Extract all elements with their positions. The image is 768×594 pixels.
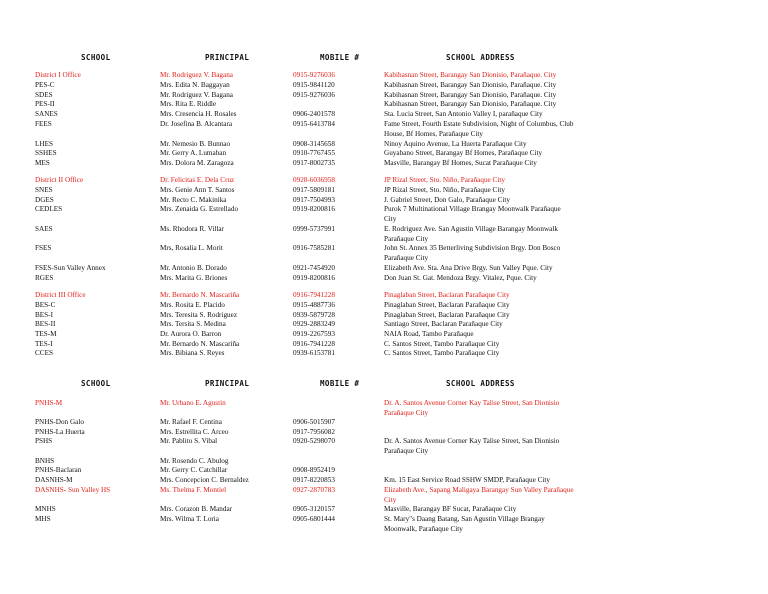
cell-address: Pinaglaban Street, Baclaran Parañaque City — [384, 291, 510, 299]
header-address-2: SCHOOL ADDRESS — [446, 379, 515, 388]
cell-address: Masville, Barangay Bf Homes, Sucat Parañaque City — [384, 159, 537, 167]
cell-principal: Mrs. Teresita S. Rodriguez — [160, 311, 238, 319]
cell-address: Fame Street, Fourth Estate Subdivision, Night of Columbus, Club House, Bf Homes, Parañaque City — [384, 120, 574, 138]
cell-principal: Mr. Nemesio B. Bunnao — [160, 140, 231, 148]
cell-address: Kabihasnan Street, Barangay San Dionisio, Parañaque. City — [384, 71, 557, 79]
cell-school: MES — [35, 159, 50, 167]
cell-address: Pinaglaban Street, Baclaran Parañaque City — [384, 311, 510, 319]
cell-principal: Mr. Antonio B. Dorado — [160, 264, 227, 272]
cell-principal: Mrs. Zenaida G. Estrellado — [160, 205, 239, 213]
cell-mobile: 0905-3120157 — [293, 505, 335, 513]
cell-mobile: 0917-5809181 — [293, 186, 335, 194]
cell-mobile: 0906-5015907 — [293, 418, 335, 426]
cell-school: PNHS-La Huerta — [35, 428, 85, 436]
cell-mobile: 0939-6153781 — [293, 349, 335, 357]
cell-school: SANES — [35, 110, 58, 118]
header-address: SCHOOL ADDRESS — [446, 53, 515, 62]
cell-school: DGES — [35, 196, 54, 204]
cell-mobile: 0915-9841120 — [293, 81, 335, 89]
cell-mobile: 0905-6801444 — [293, 515, 335, 523]
cell-principal: Mrs. Rosita E. Placido — [160, 301, 225, 309]
header-principal: PRINCIPAL — [205, 53, 250, 62]
cell-school: PES-C — [35, 81, 55, 89]
cell-mobile: 0910-7767455 — [293, 149, 335, 157]
cell-mobile: 0917-7504993 — [293, 196, 335, 204]
cell-principal: Mrs. Marita G. Briones — [160, 274, 228, 282]
cell-address: C. Santos Street, Tambo Parañaque City — [384, 349, 500, 357]
cell-principal: Dr. Aurora O. Barron — [160, 330, 222, 338]
cell-address: St. Mary"s Daang Batang, San Agustin Village Brangay Moonwalk, Parañaque City — [384, 515, 545, 533]
cell-school: SDES — [35, 91, 53, 99]
cell-address: Guyabano Street, Barangay Bf Homes, Parañaque City — [384, 149, 543, 157]
cell-principal: Mr. Bernardo N. Mascariña — [160, 340, 240, 348]
cell-mobile: 0917-8220853 — [293, 476, 335, 484]
header-mobile: MOBILE # — [320, 53, 360, 62]
cell-principal: Mrs. Tersita S. Medina — [160, 320, 226, 328]
header-school: SCHOOL — [81, 53, 111, 62]
cell-mobile: 0915-9276036 — [293, 91, 335, 99]
cell-principal: Dr. Josefina B. Alcantara — [160, 120, 233, 128]
cell-principal: Ms. Thelma F. Montiel — [160, 486, 227, 494]
cell-principal: Mr. Rodriguez V. Bagana — [160, 91, 233, 99]
cell-mobile: 0919-8200816 — [293, 274, 335, 282]
cell-mobile: 0916-7941228 — [293, 291, 335, 299]
cell-school: FEES — [35, 120, 52, 128]
cell-mobile: 0906-2401578 — [293, 110, 335, 118]
cell-address: Elizabeth Ave., Sapang Maligaya Barangay Sun Valley Parañaque City — [384, 486, 574, 504]
cell-address: Dr. A. Santos Avenue Corner Kay Talise Street, San Dionisio Parañaque City — [384, 399, 560, 417]
cell-school: PNHS-Don Galo — [35, 418, 84, 426]
cell-address: C. Santos Street, Tambo Parañaque City — [384, 340, 500, 348]
cell-principal: Mrs. Genie Ann T. Santos — [160, 186, 235, 194]
cell-school: BES-C — [35, 301, 56, 309]
cell-school: PSHS — [35, 437, 53, 445]
cell-school: PNHS-Baclaran — [35, 466, 82, 474]
cell-mobile: 0919-2267593 — [293, 330, 335, 338]
cell-mobile: 0920-5298070 — [293, 437, 335, 445]
cell-principal: Mr. Pablito S. Vibal — [160, 437, 218, 445]
cell-mobile: 0927-2870783 — [293, 486, 335, 494]
cell-principal: Mrs, Rosalia L. Morit — [160, 244, 223, 252]
cell-mobile: 0915-4887736 — [293, 301, 335, 309]
cell-address: Km. 15 East Service Road SSHW SMDP, Parañaque City — [384, 476, 550, 484]
cell-mobile: 0917-8002735 — [293, 159, 335, 167]
cell-mobile: 0908-3145658 — [293, 140, 335, 148]
cell-school: TES-I — [35, 340, 53, 348]
cell-mobile: 0915-9276036 — [293, 71, 335, 79]
header-principal-2: PRINCIPAL — [205, 379, 250, 388]
cell-mobile: 0917-7956082 — [293, 428, 335, 436]
cell-school: LHES — [35, 140, 53, 148]
cell-school: RGES — [35, 274, 54, 282]
header-school-2: SCHOOL — [81, 379, 111, 388]
cell-address: Don Juan St. Gat. Mendoza Brgy. Vitalez, Pque. City — [384, 274, 537, 282]
cell-address: Elizabeth Ave. Sta. Ana Drive Brgy. Sun Valley Pque. City — [384, 264, 553, 272]
cell-school: PNHS-M — [35, 399, 63, 407]
cell-address: E. Rodriguez Ave. San Agustin Village Barangay Moonwalk Parañaque City — [384, 225, 558, 243]
cell-school: FSES — [35, 244, 52, 252]
cell-school: District I Office — [35, 71, 81, 79]
cell-mobile: 0939-5879728 — [293, 311, 335, 319]
cell-address: Santiago Street, Baclaran Parañaque City — [384, 320, 503, 328]
cell-address: JP Rizal Street, Sto. Niño, Parañaque City — [384, 186, 505, 194]
cell-address: JP Rizal Street, Sto. Niño, Parañaque City — [384, 176, 505, 184]
cell-address: Purok 7 Multinational Village Brangay Moonwalk Parañaque City — [384, 205, 561, 223]
header-mobile-2: MOBILE # — [320, 379, 360, 388]
cell-mobile: 0929-2883249 — [293, 320, 335, 328]
cell-school: DASNHS-M — [35, 476, 73, 484]
cell-principal: Mr. Rafael F. Centina — [160, 418, 222, 426]
cell-address: J. Gabriel Street, Don Galo, Parañaque City — [384, 196, 510, 204]
cell-principal: Mr. Gerry C. Catchillar — [160, 466, 228, 474]
cell-school: CCES — [35, 349, 53, 357]
cell-principal: Mr. Rosendo C. Abulog — [160, 457, 229, 465]
cell-school: BNHS — [35, 457, 55, 465]
cell-mobile: 0928-6036958 — [293, 176, 335, 184]
cell-mobile: 0916-7941228 — [293, 340, 335, 348]
cell-address: Pinaglaban Street, Baclaran Parañaque City — [384, 301, 510, 309]
cell-principal: Mr. Urbano E. Agustin — [160, 399, 226, 407]
cell-address: Kabihasnan Street, Barangay San Dionisio, Parañaque. City — [384, 100, 557, 108]
cell-mobile: 0908-8952419 — [293, 466, 335, 474]
cell-principal: Mrs. Wilma T. Loria — [160, 515, 219, 523]
cell-school: CEDLES — [35, 205, 63, 213]
cell-school: BES-I — [35, 311, 53, 319]
cell-principal: Mrs. Bibiana S. Reyes — [160, 349, 225, 357]
cell-address: Ninoy Aquino Avenue, La Huerta Parañaque City — [384, 140, 527, 148]
cell-principal: Mrs. Rita E. Riddle — [160, 100, 217, 108]
cell-principal: Dr. Felicitas E. Dela Cruz — [160, 176, 235, 184]
cell-school: MNHS — [35, 505, 56, 513]
cell-principal: Mrs. Edita N. Baggayan — [160, 81, 230, 89]
cell-address: NAIA Road, Tambo Parañaque — [384, 330, 474, 338]
cell-principal: Mrs. Cresencia H. Rosales — [160, 110, 237, 118]
cell-principal: Mr. Recto C. Makinika — [160, 196, 227, 204]
cell-school: TES-M — [35, 330, 57, 338]
cell-school: SSHES — [35, 149, 57, 157]
cell-principal: Mrs. Corazon B. Mandar — [160, 505, 233, 513]
cell-school: SAES — [35, 225, 53, 233]
cell-mobile: 0999-5737991 — [293, 225, 335, 233]
cell-address: Kabihasnan Street, Barangay San Dionisio, Parañaque. City — [384, 81, 557, 89]
cell-address: Dr. A. Santos Avenue Corner Kay Talise Street, San Dionisio Parañaque City — [384, 437, 560, 455]
cell-mobile: 0915-6413784 — [293, 120, 335, 128]
cell-school: SNES — [35, 186, 53, 194]
cell-school: PES-II — [35, 100, 55, 108]
cell-principal: Mrs. Dolora M. Zaragoza — [160, 159, 234, 167]
cell-school: FSES-Sun Valley Annex — [35, 264, 106, 272]
cell-school: BES-II — [35, 320, 56, 328]
cell-school: DASNHS- Sun Valley HS — [35, 486, 111, 494]
cell-principal: Mr. Gerry A. Lumaban — [160, 149, 227, 157]
cell-principal: Mrs. Estrellita C. Arceo — [160, 428, 229, 436]
cell-address: Masville, Barangay BF Sucat, Parañaque City — [384, 505, 517, 513]
cell-mobile: 0921-7454920 — [293, 264, 335, 272]
cell-principal: Mr. Rodriguez V. Bagana — [160, 71, 233, 79]
cell-principal: Mr. Bernardo N. Mascariña — [160, 291, 240, 299]
cell-school: District III Office — [35, 291, 86, 299]
cell-principal: Mrs. Concepcion C. Bernaldez — [160, 476, 249, 484]
cell-school: District II Office — [35, 176, 84, 184]
cell-mobile: 0919-8200816 — [293, 205, 335, 213]
cell-address: John St. Annex 35 Betterliving Subdivision Brgy. Don Bosco Parañaque City — [384, 244, 561, 262]
cell-mobile: 0916-7585281 — [293, 244, 335, 252]
cell-address: Kabihasnan Street, Barangay San Dionisio, Parañaque. City — [384, 91, 557, 99]
cell-principal: Ms. Rhodora R. Villar — [160, 225, 224, 233]
cell-address: Sta. Lucia Street, San Antonio Valley I, parañaque City — [384, 110, 543, 118]
cell-school: MHS — [35, 515, 51, 523]
